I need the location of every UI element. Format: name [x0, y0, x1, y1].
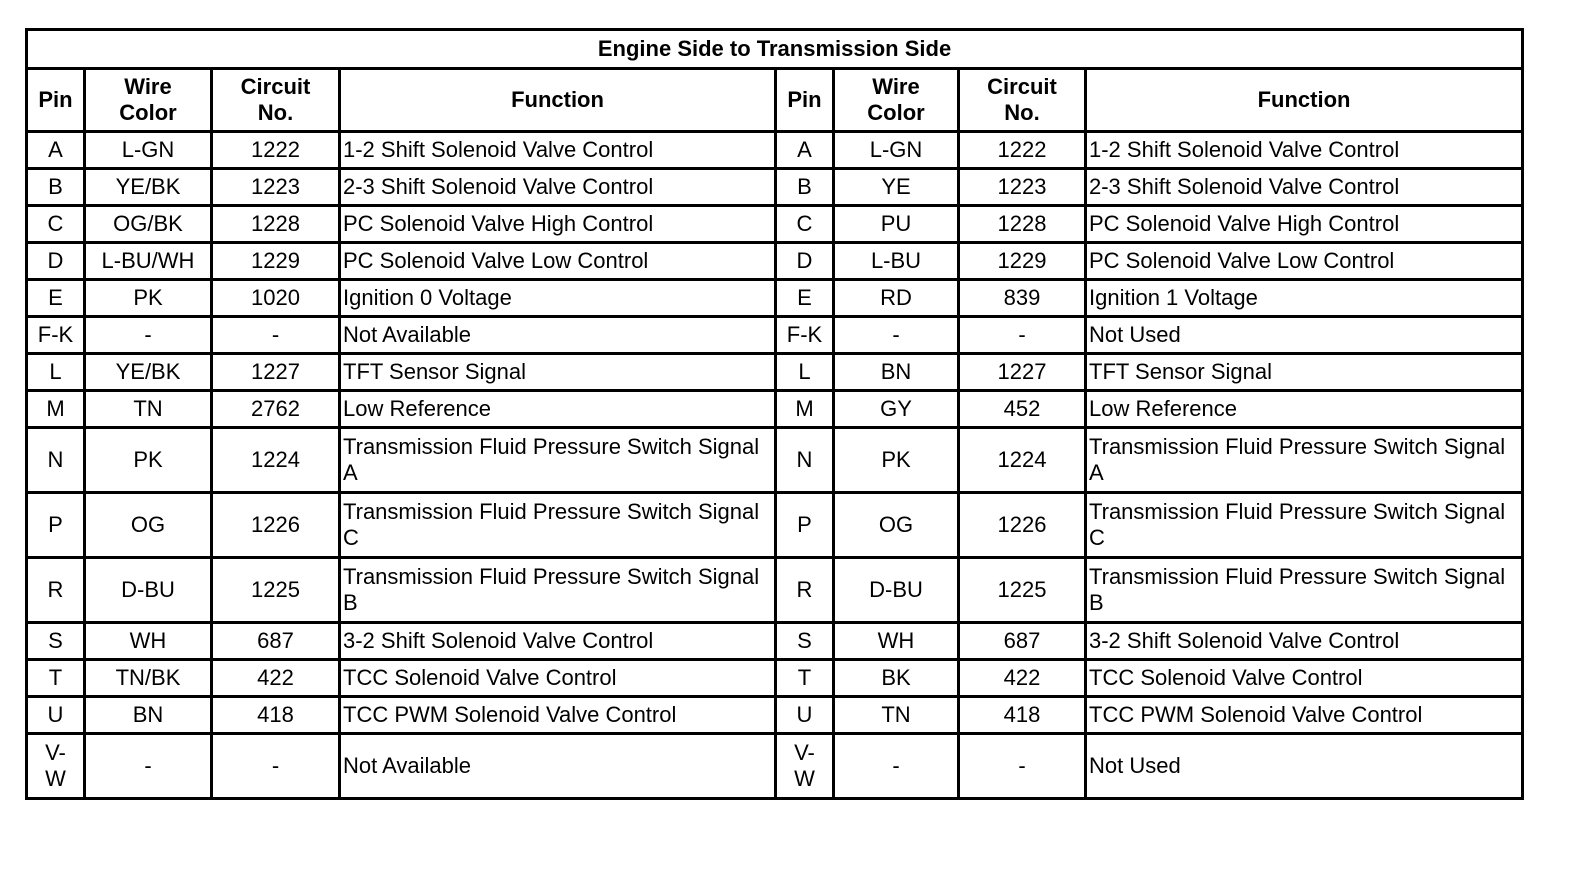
cell-pin-engine: E [27, 280, 85, 317]
cell-circuit-no-trans: 839 [959, 280, 1086, 317]
cell-pin-trans: D [776, 243, 834, 280]
table-row [27, 697, 1523, 734]
cell-circuit-no-engine: 1228 [212, 206, 340, 243]
table-row [27, 354, 1523, 391]
cell-function-trans: Ignition 1 Voltage [1086, 280, 1523, 317]
cell-circuit-no-engine: 1222 [212, 132, 340, 169]
cell-function-trans: TFT Sensor Signal [1086, 354, 1523, 391]
cell-pin-trans: R [776, 558, 834, 623]
cell-pin-engine: D [27, 243, 85, 280]
cell-pin-engine: C [27, 206, 85, 243]
cell-function-trans: Transmission Fluid Pressure Switch Signal A [1086, 428, 1523, 493]
cell-circuit-no-trans: 1224 [959, 428, 1086, 493]
cell-wire-color-trans: BN [834, 354, 959, 391]
header-function-engine: Function [340, 69, 776, 132]
cell-circuit-no-trans: 1225 [959, 558, 1086, 623]
cell-wire-color-engine: PK [85, 280, 212, 317]
cell-function-trans: Low Reference [1086, 391, 1523, 428]
cell-wire-color-trans: D-BU [834, 558, 959, 623]
cell-pin-engine: U [27, 697, 85, 734]
cell-circuit-no-trans: - [959, 734, 1086, 799]
cell-wire-color-trans: PU [834, 206, 959, 243]
cell-circuit-no-engine: 1225 [212, 558, 340, 623]
cell-circuit-no-engine: - [212, 734, 340, 799]
cell-circuit-no-trans: 452 [959, 391, 1086, 428]
cell-circuit-no-engine: 1229 [212, 243, 340, 280]
cell-wire-color-trans: GY [834, 391, 959, 428]
cell-function-engine: Low Reference [340, 391, 776, 428]
cell-wire-color-trans: RD [834, 280, 959, 317]
cell-function-engine: 1-2 Shift Solenoid Valve Control [340, 132, 776, 169]
cell-circuit-no-trans: 1222 [959, 132, 1086, 169]
table-title: Engine Side to Transmission Side [27, 30, 1523, 69]
cell-function-engine: Ignition 0 Voltage [340, 280, 776, 317]
cell-function-engine: TCC Solenoid Valve Control [340, 660, 776, 697]
header-pin-trans: Pin [776, 69, 834, 132]
cell-function-trans: PC Solenoid Valve High Control [1086, 206, 1523, 243]
cell-wire-color-engine: D-BU [85, 558, 212, 623]
cell-wire-color-trans: TN [834, 697, 959, 734]
wiring-table [25, 28, 1524, 800]
cell-pin-trans: P [776, 493, 834, 558]
table-row [27, 623, 1523, 660]
cell-function-trans: TCC PWM Solenoid Valve Control [1086, 697, 1523, 734]
cell-wire-color-engine: TN [85, 391, 212, 428]
cell-wire-color-engine: YE/BK [85, 169, 212, 206]
table-row [27, 391, 1523, 428]
cell-wire-color-engine: L-BU/WH [85, 243, 212, 280]
cell-pin-trans: C [776, 206, 834, 243]
cell-function-engine: TFT Sensor Signal [340, 354, 776, 391]
cell-function-engine: PC Solenoid Valve Low Control [340, 243, 776, 280]
cell-pin-trans: M [776, 391, 834, 428]
cell-function-engine: Not Available [340, 317, 776, 354]
cell-pin-trans: L [776, 354, 834, 391]
cell-pin-engine: P [27, 493, 85, 558]
cell-wire-color-trans: PK [834, 428, 959, 493]
cell-wire-color-trans: OG [834, 493, 959, 558]
cell-pin-trans: F-K [776, 317, 834, 354]
cell-pin-engine: T [27, 660, 85, 697]
table-row [27, 734, 1523, 799]
cell-pin-trans: S [776, 623, 834, 660]
table-row [27, 558, 1523, 623]
cell-circuit-no-trans: 1226 [959, 493, 1086, 558]
cell-function-trans: Not Used [1086, 317, 1523, 354]
cell-circuit-no-trans: 1227 [959, 354, 1086, 391]
table-body [27, 132, 1523, 799]
cell-pin-engine: V- W [27, 734, 85, 799]
cell-pin-trans: N [776, 428, 834, 493]
cell-function-engine: PC Solenoid Valve High Control [340, 206, 776, 243]
cell-function-engine: Transmission Fluid Pressure Switch Signal C [340, 493, 776, 558]
cell-wire-color-trans: WH [834, 623, 959, 660]
cell-function-trans: TCC Solenoid Valve Control [1086, 660, 1523, 697]
cell-pin-trans: U [776, 697, 834, 734]
table-row [27, 493, 1523, 558]
cell-pin-trans: A [776, 132, 834, 169]
cell-circuit-no-engine: 687 [212, 623, 340, 660]
cell-wire-color-trans: YE [834, 169, 959, 206]
cell-circuit-no-engine: 418 [212, 697, 340, 734]
cell-wire-color-trans: L-GN [834, 132, 959, 169]
cell-function-trans: PC Solenoid Valve Low Control [1086, 243, 1523, 280]
cell-function-trans: Transmission Fluid Pressure Switch Signal B [1086, 558, 1523, 623]
cell-circuit-no-trans: 1223 [959, 169, 1086, 206]
table-row [27, 132, 1523, 169]
cell-wire-color-engine: - [85, 734, 212, 799]
cell-circuit-no-trans: 418 [959, 697, 1086, 734]
cell-function-trans: 3-2 Shift Solenoid Valve Control [1086, 623, 1523, 660]
cell-circuit-no-engine: - [212, 317, 340, 354]
cell-circuit-no-trans: 422 [959, 660, 1086, 697]
cell-function-trans: 2-3 Shift Solenoid Valve Control [1086, 169, 1523, 206]
cell-circuit-no-engine: 1223 [212, 169, 340, 206]
table-row [27, 243, 1523, 280]
cell-pin-engine: F-K [27, 317, 85, 354]
cell-pin-engine: S [27, 623, 85, 660]
cell-function-trans: Transmission Fluid Pressure Switch Signal C [1086, 493, 1523, 558]
header-function-trans: Function [1086, 69, 1523, 132]
cell-pin-engine: A [27, 132, 85, 169]
table-row [27, 206, 1523, 243]
cell-wire-color-trans: L-BU [834, 243, 959, 280]
cell-circuit-no-engine: 1226 [212, 493, 340, 558]
cell-function-engine: Transmission Fluid Pressure Switch Signal A [340, 428, 776, 493]
cell-pin-trans: E [776, 280, 834, 317]
cell-pin-trans: T [776, 660, 834, 697]
cell-function-engine: TCC PWM Solenoid Valve Control [340, 697, 776, 734]
cell-wire-color-engine: YE/BK [85, 354, 212, 391]
cell-circuit-no-engine: 422 [212, 660, 340, 697]
cell-wire-color-engine: - [85, 317, 212, 354]
cell-pin-engine: N [27, 428, 85, 493]
cell-pin-engine: L [27, 354, 85, 391]
header-circuit-no-trans: Circuit No. [959, 69, 1086, 132]
cell-function-engine: Transmission Fluid Pressure Switch Signal B [340, 558, 776, 623]
cell-circuit-no-engine: 1224 [212, 428, 340, 493]
cell-circuit-no-engine: 1227 [212, 354, 340, 391]
cell-circuit-no-trans: 1229 [959, 243, 1086, 280]
cell-wire-color-engine: TN/BK [85, 660, 212, 697]
header-circuit-no-engine: Circuit No. [212, 69, 340, 132]
cell-wire-color-trans: BK [834, 660, 959, 697]
table-row [27, 428, 1523, 493]
header-wire-color-engine: Wire Color [85, 69, 212, 132]
cell-wire-color-engine: BN [85, 697, 212, 734]
table-row [27, 280, 1523, 317]
cell-circuit-no-trans: - [959, 317, 1086, 354]
header-wire-color-trans: Wire Color [834, 69, 959, 132]
cell-circuit-no-engine: 2762 [212, 391, 340, 428]
cell-pin-engine: R [27, 558, 85, 623]
cell-circuit-no-trans: 687 [959, 623, 1086, 660]
cell-wire-color-engine: WH [85, 623, 212, 660]
cell-wire-color-engine: OG/BK [85, 206, 212, 243]
cell-circuit-no-trans: 1228 [959, 206, 1086, 243]
cell-function-engine: 3-2 Shift Solenoid Valve Control [340, 623, 776, 660]
cell-pin-trans: V- W [776, 734, 834, 799]
cell-wire-color-engine: L-GN [85, 132, 212, 169]
table-row [27, 317, 1523, 354]
cell-wire-color-trans: - [834, 317, 959, 354]
table-row [27, 169, 1523, 206]
cell-function-engine: 2-3 Shift Solenoid Valve Control [340, 169, 776, 206]
cell-wire-color-engine: PK [85, 428, 212, 493]
header-pin-engine: Pin [27, 69, 85, 132]
cell-circuit-no-engine: 1020 [212, 280, 340, 317]
cell-function-trans: 1-2 Shift Solenoid Valve Control [1086, 132, 1523, 169]
column-header-row [27, 69, 1523, 132]
cell-pin-trans: B [776, 169, 834, 206]
cell-wire-color-engine: OG [85, 493, 212, 558]
cell-pin-engine: M [27, 391, 85, 428]
cell-pin-engine: B [27, 169, 85, 206]
table-row [27, 660, 1523, 697]
cell-function-engine: Not Available [340, 734, 776, 799]
cell-function-trans: Not Used [1086, 734, 1523, 799]
cell-wire-color-trans: - [834, 734, 959, 799]
